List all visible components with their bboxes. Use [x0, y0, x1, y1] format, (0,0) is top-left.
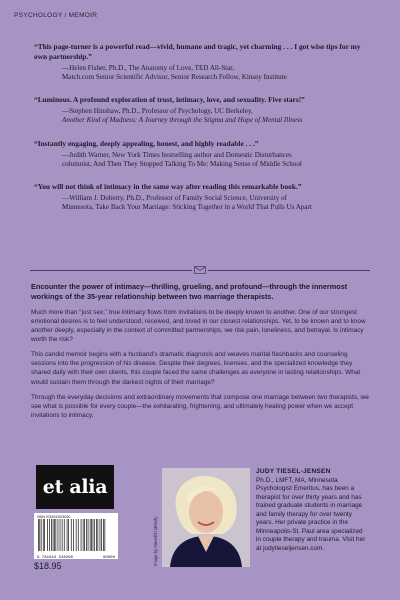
attribution-line: Minnesota, Take Back Your Marriage: Sticking Together in a World That Pulls Us Apart — [62, 203, 312, 212]
photo-credit: Image by Meredith Melody — [153, 516, 158, 566]
endorsement-hinshaw — [34, 95, 368, 125]
author-photo — [162, 468, 250, 567]
envelope-icon — [192, 264, 208, 276]
author-bio-text: Ph.D., LMFT, MA, Minnesota Psychologist Emeritus, has been a therapist for over thirty years and has trained graduate students in marriage and family therapy for over twenty years. Her private practice in the Minneapolis-St. Paul area specialized in couple therapy and trauma. Visit her at judytieseljensen.com. — [256, 476, 366, 552]
endorsement-attribution — [34, 151, 368, 170]
endorsement-warner — [34, 139, 368, 169]
endorsement-fisher — [34, 42, 368, 82]
endorsement-quote: “You will not think of intimacy in the same way after reading this remarkable book.” — [34, 182, 302, 192]
publisher-logo: et alia — [36, 465, 114, 509]
description-paragraph: Through the everyday decisions and extraordinary movements that compose one marriage between two therapists, we see what is possible for every couple—the exhilarating, frightening, and ultimately healing power when we accept invitations to intimacy. — [31, 393, 369, 420]
endorsement-quote: “Luminous. A profound exploration of trust, intimacy, love, and sexuality. Five stars!” — [34, 95, 305, 105]
attribution-line: Another Kind of Madness: A Journey through the Stigma and Hope of Mental Illness — [62, 116, 303, 125]
endorsements — [34, 42, 368, 226]
book-description — [31, 282, 371, 426]
price: $18.95 — [34, 561, 62, 571]
author-bio — [256, 468, 368, 553]
attribution-line: —Helen Fisher, Ph.D., The Anatomy of Love, TED All-Star, — [62, 63, 235, 72]
attribution-line: Match.com Senior Scientific Advisor, Senior Research Fellow, Kinsey Institute — [62, 72, 287, 81]
endorsement-attribution — [34, 64, 368, 83]
endorsement-attribution — [34, 194, 368, 213]
attribution-line: —Stephen Hinshaw, Ph.D., Professor of Psychology, UC Berkeley, — [62, 107, 253, 116]
isbn-barcode — [34, 513, 118, 559]
author-name: JUDY TIESEL-JENSEN — [256, 468, 331, 475]
endorsement-quote: “This page-turner is a powerful read—vivid, humane and tragic, yet charming . . . I got wise tips for my own partnership.” — [34, 42, 361, 61]
barcode-bars — [37, 519, 115, 551]
isbn-label: ISBN 9781944528260 — [37, 515, 71, 519]
description-paragraph: This candid memoir begins with a husband’s dramatic diagnosis and weaves marital flashbacks and counseling sessions into the progression of his disease. Despite their degrees, licenses, and the specialized knowledge they shared daily with their own clients, this couple faced the same challenges as everyone in lasting relationships. What would sustain them through the darkest nights of their marriage? — [31, 351, 361, 386]
attribution-line: —Judith Warner, New York Times bestselling author and Domestic Disturbances — [62, 150, 292, 159]
isbn-digits: 9 781944 528260 — [37, 556, 74, 560]
category-label: PSYCHOLOGY / MEMOIR — [14, 12, 98, 19]
endorsement-attribution — [34, 107, 368, 126]
endorsement-quote: “Instantly engaging, deeply appealing, honest, and highly readable . . .” — [34, 138, 259, 148]
attribution-line: —William J. Doherty, Ph.D., Professor of Family Social Science, University of — [62, 193, 288, 202]
addon-digits: 90000 — [102, 556, 115, 560]
attribution-line: columnist, And Then They Stopped Talking To Me: Making Sense of Middle School — [62, 159, 302, 168]
description-paragraph: Much more than “just sex,” true intimacy flows from invitations to be deeply known to another. One of our strongest emotional desires is to feel understood, received, and loved in our closest relationships. Yet, to be known and to know another deeply, especially in the context of committed partnerships, we risk pain, loneliness, and betrayal. Is intimacy worth the risk? — [31, 308, 366, 343]
endorsement-doherty — [34, 182, 368, 212]
description-lead: Encounter the power of intimacy—thrilling, grueling, and profound—through the innermost workings of the 35-year relationship between two marriage therapists. — [31, 282, 348, 301]
